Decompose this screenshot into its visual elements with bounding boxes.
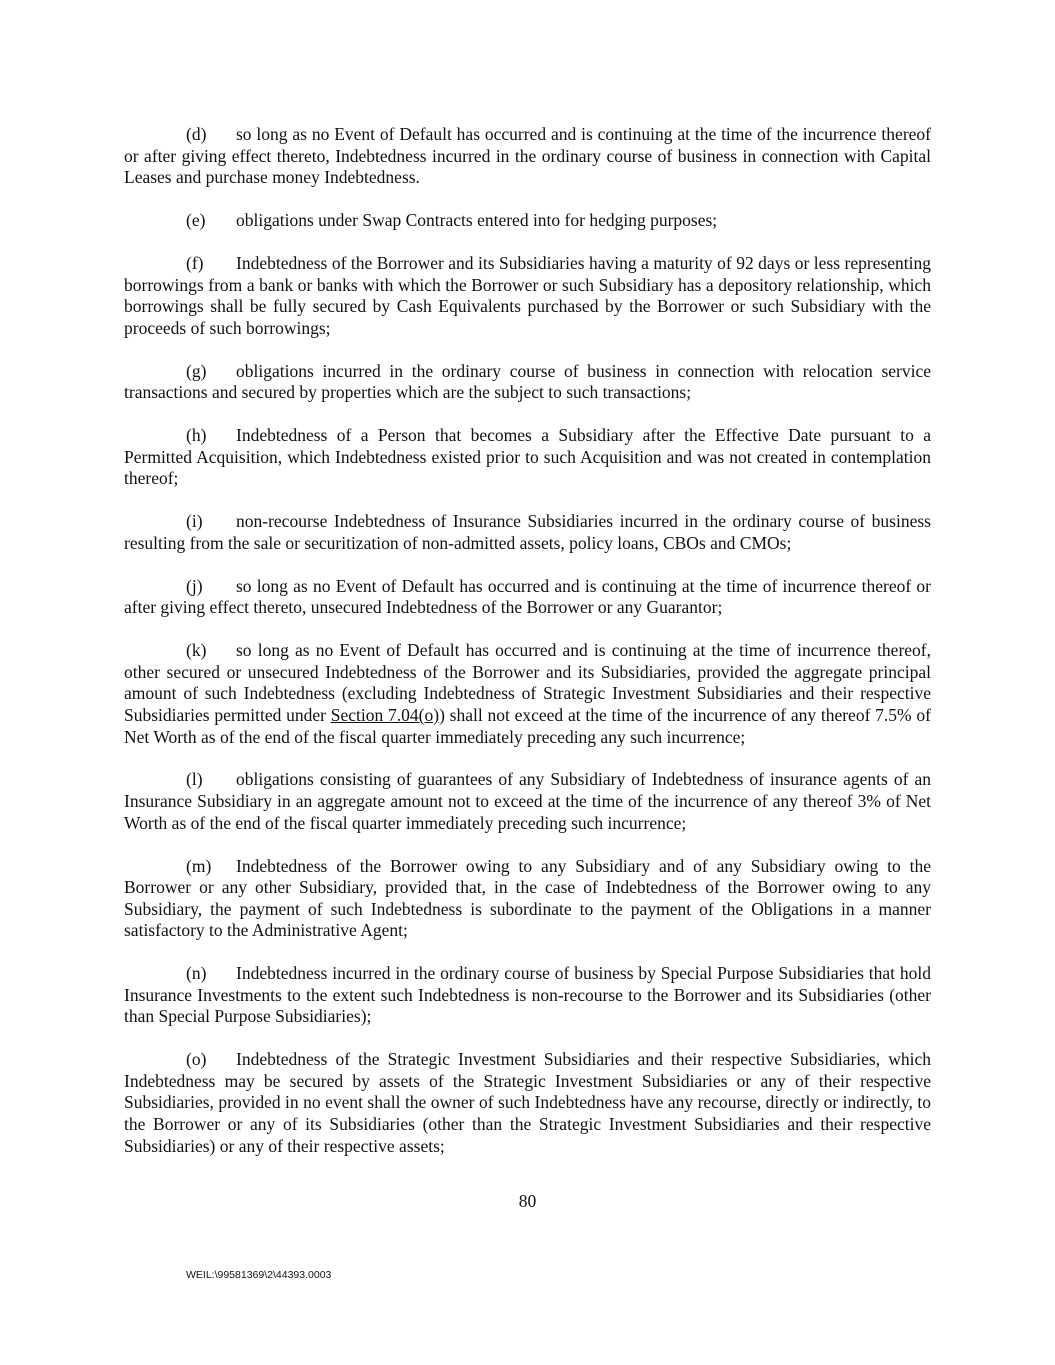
clause-o (124, 1049, 931, 1157)
clause-n (124, 963, 931, 1028)
clause-k (124, 640, 931, 748)
clause-e (124, 210, 931, 232)
document-page (124, 124, 931, 1179)
clause-label: (e) (186, 210, 206, 231)
clause-text: Indebtedness incurred in the ordinary course of business by Special Purpose Subsidiaries that hold Insurance Investments to the extent such Indebtedness is non-recourse to the Borrower and its Subsidiaries (other than Special Purpose Subsidiaries); (124, 963, 931, 1027)
clause-label: (o) (186, 1049, 207, 1070)
clause-text: Indebtedness of the Borrower and its Subsidiaries having a maturity of 92 days or less representing borrowings from a bank or banks with which the Borrower or such Subsidiary has a depository relationship, which borrowings shall be fully secured by Cash Equivalents purchased by the Borrower or such Subsidiary with the proceeds of such borrowings; (124, 252, 931, 338)
clause-text: so long as no Event of Default has occurred and is continuing at the time of the incurrence thereof or after giving effect thereto, Indebtedness incurred in the ordinary course of business in connection with Capital Leases and purchase money Indebtedness. (124, 124, 931, 188)
clause-text: Indebtedness of the Strategic Investment Subsidiaries and their respective Subsidiaries, which Indebtedness may be secured by assets of the Strategic Investment Subsidiaries or any of their respective Subsidiaries, provided in no event shall the owner of such Indebtedness have any recourse, directly or indirectly, to the Borrower or any of its Subsidiaries (other than the Strategic Investment Subsidiaries and their respective Subsidiaries) or any of their respective assets; (124, 1049, 931, 1156)
clause-text: non-recourse Indebtedness of Insurance Subsidiaries incurred in the ordinary course of business resulting from the sale or securitization of non-admitted assets, policy loans, CBOs and CMOs; (124, 511, 931, 553)
clause-text-before: so long as no Event of Default has occurred and is continuing at the time of incurrence thereof, other secured or unsecured Indebtedness of the Borrower and its Subsidiaries, provided the aggregate principal amount of such Indebtedness (excluding Indebtedness of Strategic Investment Subsidiaries and their respective Subsidiaries permitted under (124, 640, 931, 725)
clause-label: (d) (186, 124, 207, 144)
clause-text: Indebtedness of a Person that becomes a Subsidiary after the Effective Date pursuant to a Permitted Acquisition, which Indebtedness existed prior to such Acquisition and was not created in contemplation thereof; (124, 425, 931, 489)
clause-text: obligations incurred in the ordinary course of business in connection with relocation service transactions and secured by properties which are the subject to such transactions; (124, 360, 931, 403)
section-reference: Section 7.04(o) (330, 704, 440, 725)
clause-text: obligations consisting of guarantees of any Subsidiary of Indebtedness of insurance agents of an Insurance Subsidiary in an aggregate amount not to exceed at the time of the incurrence of any thereof 3% of Net Worth as of the end of the fiscal quarter immediately preceding such incurrence; (124, 769, 931, 833)
clause-text-after: ) shall not exceed at the time of the incurrence of any thereof 7.5% of Net Worth as of the end of the fiscal quarter immediately preceding any such incurrence; (124, 704, 931, 747)
page-number: 80 (518, 1191, 537, 1211)
clause-label: (m) (186, 855, 212, 876)
clause-f (124, 253, 931, 339)
clause-label: (h) (186, 425, 207, 446)
clause-text: so long as no Event of Default has occurred and is continuing at the time of incurrence thereof or after giving effect thereto, unsecured Indebtedness of the Borrower or any Guarantor; (124, 575, 931, 618)
clause-label: (j) (186, 575, 203, 596)
clause-label: (n) (186, 963, 207, 984)
clause-l (124, 769, 931, 834)
clause-i (124, 511, 931, 554)
clause-g (124, 361, 931, 404)
clause-label: (f) (186, 252, 204, 273)
clause-label: (k) (186, 640, 207, 661)
clause-j (124, 576, 931, 619)
clause-label: (g) (186, 360, 207, 381)
footer-document-id: WEIL:\99581369\2\44393.0003 (186, 1269, 332, 1281)
clause-m (124, 856, 931, 942)
clause-text: Indebtedness of the Borrower owing to any Subsidiary and of any Subsidiary owing to the Borrower or any other Subsidiary, provided that, in the case of Indebtedness of the Borrower owing to any Subsidiary, the payment of such Indebtedness is subordinate to the payment of the Obligations in a manner satisfactory to the Administrative Agent; (124, 855, 931, 941)
clause-label: (i) (186, 511, 203, 532)
clause-d (124, 124, 931, 189)
clause-h (124, 425, 931, 490)
clause-text: obligations under Swap Contracts entered into for hedging purposes; (236, 210, 718, 231)
clause-label: (l) (186, 769, 203, 790)
